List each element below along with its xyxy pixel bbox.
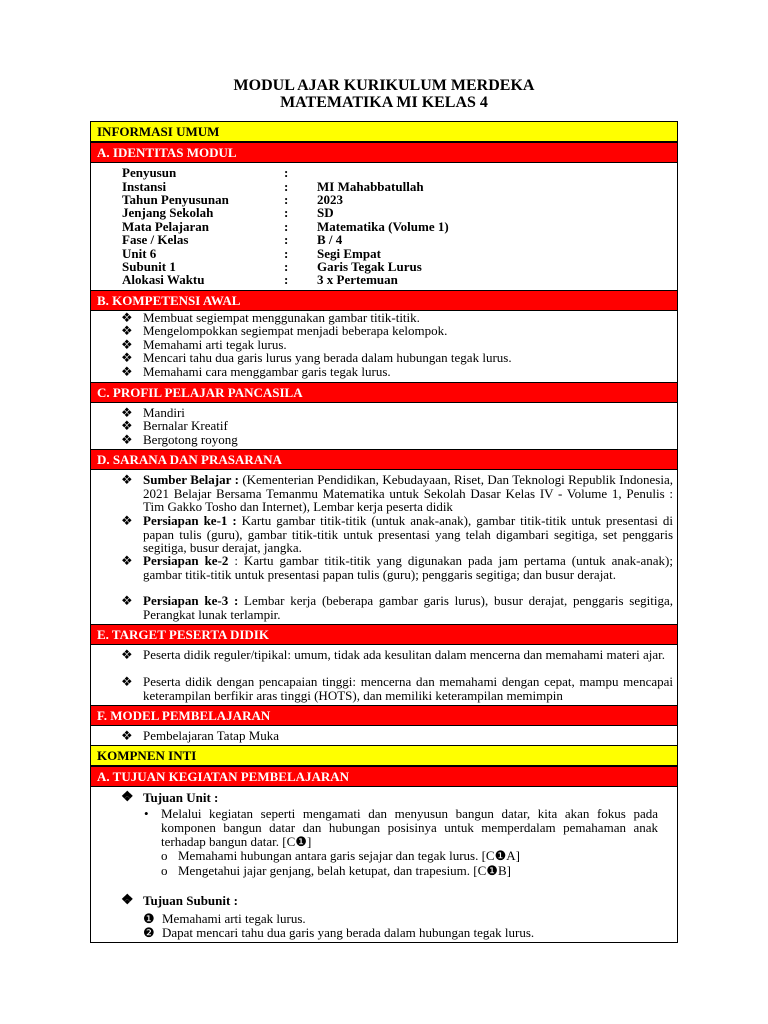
colon: : — [284, 219, 289, 234]
colon: : — [284, 179, 289, 194]
colon: : — [284, 259, 289, 274]
list-item: ❖ Persiapan ke-1 : Kartu gambar titik-titik (untuk anak-anak), gambar titik-titik untuk presentasi di papan tulis (guru), gambar titik-titik untuk presentasi yang telah digambari segitiga, set penggaris segitiga, busur derajat, jangka. — [121, 513, 673, 555]
bullet-icon: ❖ — [121, 310, 133, 325]
bullet-icon: ❖ — [121, 418, 133, 433]
list-item: ❖ Mengelompokkan segiempat menjadi beberapa kelompok. — [121, 323, 448, 338]
list-item: ❖ Memahami arti tegak lurus. — [121, 337, 287, 352]
list-item: ❖ Peserta didik reguler/tipikal: umum, tidak ada kesulitan dalam mencerna dan memahami materi ajar. — [121, 647, 665, 662]
list-item: ❖ Persiapan ke-2 : Kartu gambar titik-titik yang digunakan pada jam pertama (untuk anak-anak); gambar titik-titik untuk presentasi papan tulis (guru); penggaris segitiga; dan busur derajat. — [121, 553, 673, 582]
bullet-icon: ❖ — [121, 893, 134, 908]
value-instansi: MI Mahabbatullah — [317, 179, 424, 194]
bullet-icon: ❖ — [121, 472, 133, 487]
bullet-icon: ❖ — [121, 405, 133, 420]
tujuan-subunit-label: Tujuan Subunit : — [143, 893, 238, 908]
section-sarana-prasarana: D. SARANA DAN PRASARANA — [91, 449, 677, 470]
bullet-icon: ❖ — [121, 728, 133, 743]
bullet-icon: ❖ — [121, 674, 133, 689]
section-identitas-modul: A. IDENTITAS MODUL — [91, 142, 677, 163]
tujuan-subunit-item: Memahami arti tegak lurus. — [162, 911, 306, 926]
label-penyusun: Penyusun — [122, 165, 177, 180]
value-unit: Segi Empat — [317, 246, 381, 261]
doc-title: MODUL AJAR KURIKULUM MERDEKA — [233, 77, 535, 94]
doc-subtitle: MATEMATIKA MI KELAS 4 — [280, 94, 488, 111]
bullet-icon: ❖ — [121, 647, 133, 662]
colon: : — [284, 246, 289, 261]
label-alokasi: Alokasi Waktu — [122, 272, 205, 287]
number-two-icon: ❷ — [143, 925, 155, 940]
list-item: ❖ Bergotong royong — [121, 432, 238, 447]
list-item: ❖ Membuat segiempat menggunakan gambar titik-titik. — [121, 310, 420, 325]
dot-bullet-icon: • — [144, 806, 149, 821]
tujuan-subunit-item: Dapat mencari tahu dua garis yang berada dalam hubungan tegak lurus. — [162, 925, 535, 940]
tujuan-sub-item: Mengetahui jajar genjang, belah ketupat, dan trapesium. [C❶B] — [178, 863, 511, 878]
list-item: ❖ Sumber Belajar : (Kementerian Pendidikan, Kebudayaan, Riset, Dan Teknologi Republik Indonesia, 2021 Belajar Bersama Temanmu Matematika untuk Sekolah Dasar Kelas IV - Volume 1, Penulis : Tim Gakko Tosho dan Internet), Lembar kerja peserta didik — [121, 472, 673, 514]
value-mapel: Matematika (Volume 1) — [317, 219, 449, 234]
bullet-icon: ❖ — [121, 593, 133, 608]
list-item: ❖ Mandiri — [121, 405, 185, 420]
bullet-icon: ❖ — [121, 513, 133, 528]
colon: : — [284, 165, 289, 180]
section-target-peserta: E. TARGET PESERTA DIDIK — [91, 624, 677, 645]
value-tahun: 2023 — [317, 192, 343, 207]
bullet-icon: ❖ — [121, 337, 133, 352]
section-komponen-inti: KOMPNEN INTI — [91, 746, 677, 766]
label-jenjang: Jenjang Sekolah — [122, 205, 214, 220]
section-profil-pancasila: C. PROFIL PELAJAR PANCASILA — [91, 382, 677, 403]
bullet-icon: ❖ — [121, 350, 133, 365]
number-one-icon: ❶ — [143, 911, 155, 926]
tujuan-unit-label: Tujuan Unit : — [143, 790, 219, 805]
bullet-icon: ❖ — [121, 790, 134, 805]
value-subunit: Garis Tegak Lurus — [317, 259, 422, 274]
circle-bullet-icon: o — [161, 863, 168, 878]
circle-bullet-icon: o — [161, 848, 168, 863]
colon: : — [284, 272, 289, 287]
value-jenjang: SD — [317, 205, 334, 220]
value-alokasi: 3 x Pertemuan — [317, 272, 398, 287]
list-item: ❖ Bernalar Kreatif — [121, 418, 228, 433]
label-mapel: Mata Pelajaran — [122, 219, 210, 234]
section-informasi-umum: INFORMASI UMUM — [91, 122, 677, 142]
label-subunit: Subunit 1 — [122, 259, 176, 274]
tujuan-sub-item: Memahami hubungan antara garis sejajar dan tegak lurus. [C❶A] — [178, 848, 520, 863]
label-instansi: Instansi — [122, 179, 167, 194]
colon: : — [284, 192, 289, 207]
bullet-icon: ❖ — [121, 432, 133, 447]
section-kompetensi-awal: B. KOMPETENSI AWAL — [91, 290, 677, 311]
label-tahun: Tahun Penyusunan — [122, 192, 229, 207]
bullet-icon: ❖ — [121, 364, 133, 379]
tujuan-unit-text: Melalui kegiatan seperti mengamati dan menyusun bangun datar, kita akan fokus pada komponen bangun datar dan hubungan posisinya untuk memperdalam pemahaman anak terhadap bangun datar. [C❶] — [161, 806, 658, 849]
colon: : — [284, 232, 289, 247]
value-fase: B / 4 — [317, 232, 343, 247]
list-item: ❖ Memahami cara menggambar garis tegak lurus. — [121, 364, 391, 379]
colon: : — [284, 205, 289, 220]
bullet-icon: ❖ — [121, 553, 133, 568]
section-tujuan-kegiatan: A. TUJUAN KEGIATAN PEMBELAJARAN — [91, 766, 677, 787]
list-item: ❖ Mencari tahu dua garis lurus yang berada dalam hubungan tegak lurus. — [121, 350, 512, 365]
list-item: ❖ Peserta didik dengan pencapaian tinggi: mencerna dan memahami dengan cepat, mampu mencapai keterampilan berfikir aras tinggi (HOTS), dan memiliki keterampilan memimpin — [121, 674, 673, 703]
bullet-icon: ❖ — [121, 323, 133, 338]
label-unit: Unit 6 — [122, 246, 157, 261]
list-item: ❖ Persiapan ke-3 : Lembar kerja (beberapa gambar garis lurus), busur derajat, penggaris segitiga, Perangkat lunak terlampir. — [121, 593, 673, 622]
list-item: ❖ Pembelajaran Tatap Muka — [121, 728, 280, 743]
section-model-pembelajaran: F. MODEL PEMBELAJARAN — [91, 705, 677, 726]
label-fase: Fase / Kelas — [122, 232, 189, 247]
